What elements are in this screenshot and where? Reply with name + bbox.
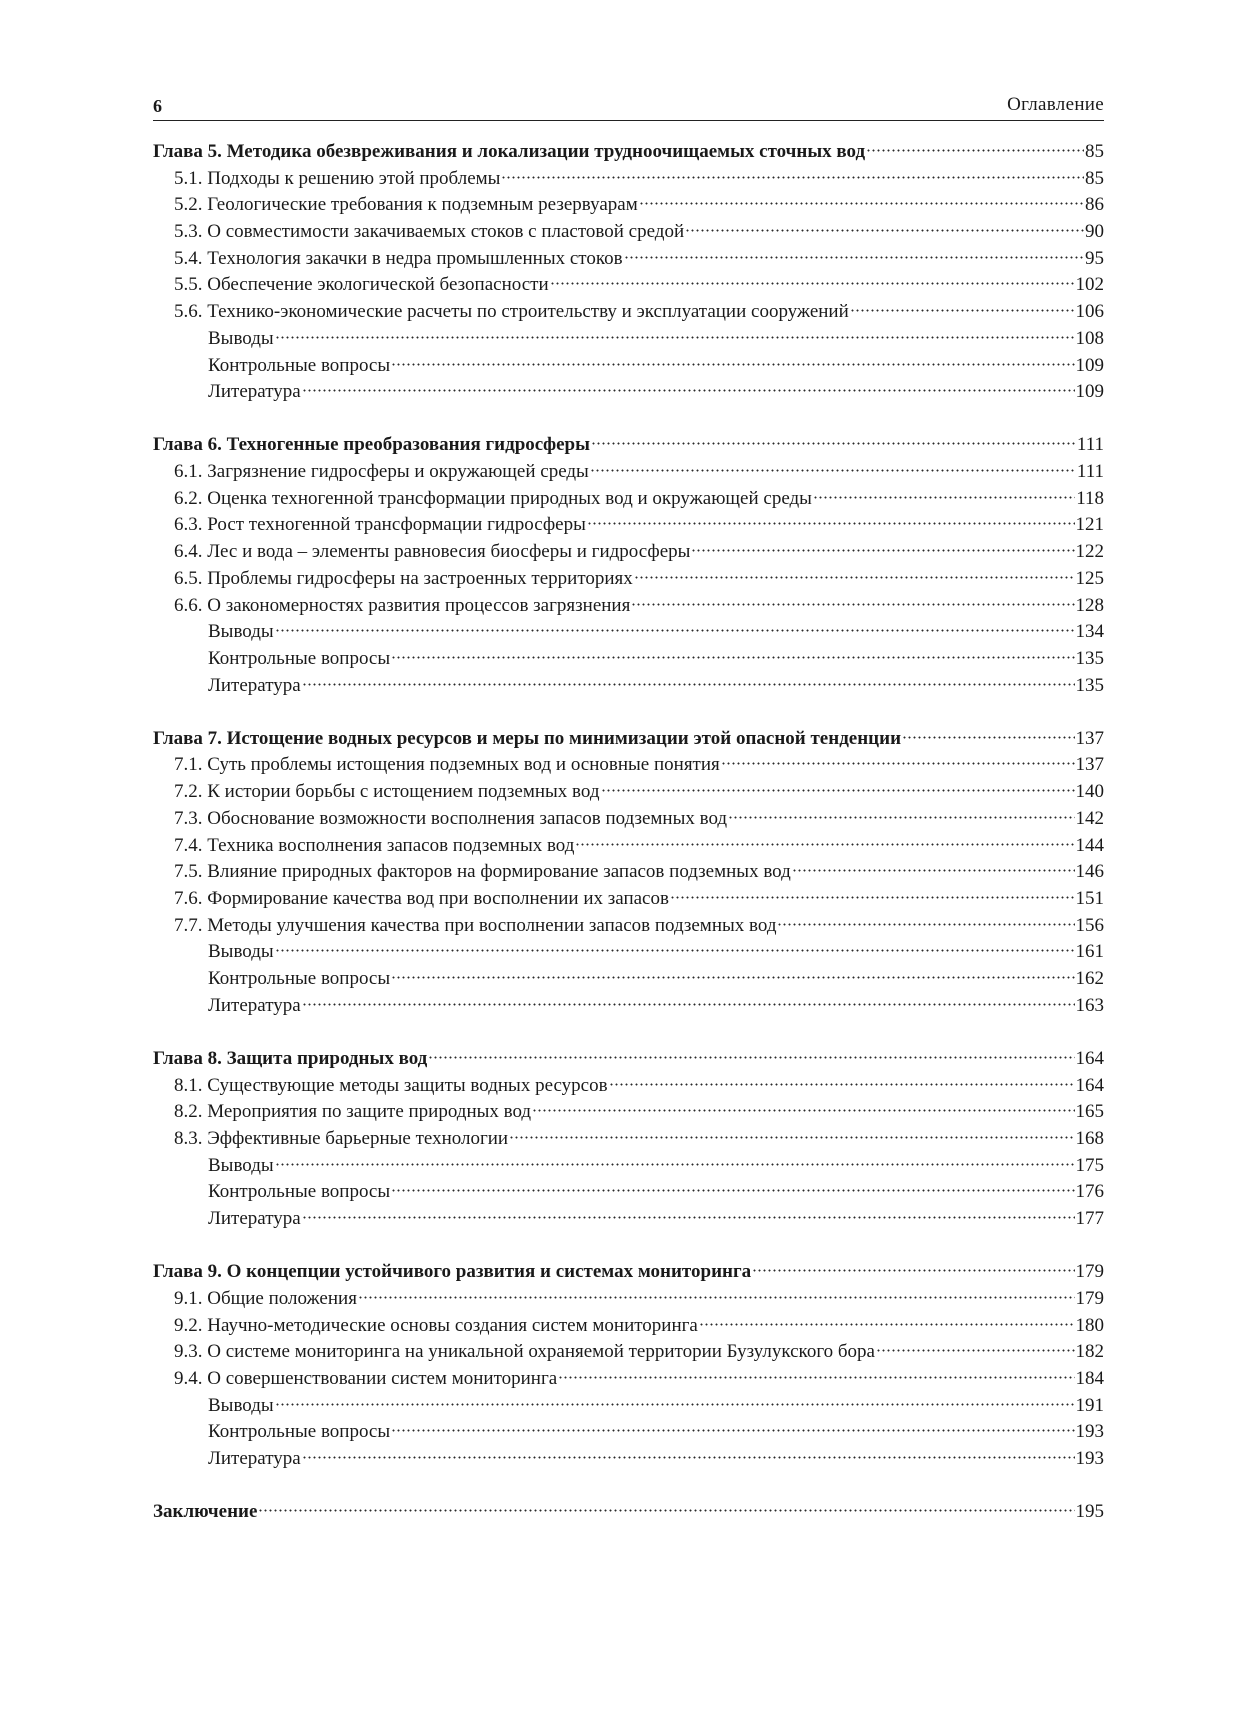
toc-entry-page: 164 (1075, 1074, 1104, 1096)
toc-chapter (153, 139, 1104, 406)
toc-section-entry[interactable] (153, 859, 1104, 886)
dot-leader (509, 1136, 1074, 1139)
toc-entry-page: 125 (1075, 567, 1104, 589)
toc-section-entry[interactable] (153, 1286, 1104, 1313)
toc-entry-page: 109 (1075, 381, 1104, 403)
toc-section-entry[interactable] (153, 272, 1104, 299)
toc-entry-title: 6.2. Оценка техногенной трансформации природных вод и окружающей среды (174, 487, 812, 509)
toc-section-entry[interactable] (153, 219, 1104, 246)
toc-section-entry[interactable] (153, 1126, 1104, 1153)
toc-entry-page: 162 (1075, 967, 1104, 989)
toc-entry-title: Контрольные вопросы (208, 1421, 391, 1443)
toc-conclusion-heading[interactable] (153, 1499, 1104, 1526)
toc-entry-page: 164 (1075, 1047, 1104, 1069)
toc-section-entry[interactable] (153, 486, 1104, 513)
toc-entry-page: 142 (1075, 807, 1104, 829)
toc-extra-entry[interactable] (153, 993, 1104, 1020)
toc-entry-title: 7.2. К истории борьбы с истощением подземных вод (174, 781, 600, 803)
toc-section-entry[interactable] (153, 779, 1104, 806)
dot-leader (685, 229, 1084, 232)
toc-entry-title: Литература (208, 381, 301, 403)
toc-entry-title: 6.3. Рост техногенной трансформации гидросферы (174, 514, 586, 536)
running-title: Оглавление (1007, 94, 1104, 115)
toc-section-entry[interactable] (153, 913, 1104, 940)
toc-section-entry[interactable] (153, 1313, 1104, 1340)
toc-entry-page: 191 (1075, 1394, 1104, 1416)
toc-entry-page: 111 (1076, 434, 1104, 456)
toc-extra-entry[interactable] (153, 1206, 1104, 1233)
toc-entry-page: 156 (1075, 914, 1104, 936)
toc-entry-page: 179 (1075, 1287, 1104, 1309)
toc-section-entry[interactable] (153, 566, 1104, 593)
dot-leader (587, 522, 1075, 525)
toc-entry-page: 106 (1075, 301, 1104, 323)
toc-section-entry[interactable] (153, 1073, 1104, 1100)
toc-section-entry[interactable] (153, 539, 1104, 566)
toc-extra-entry[interactable] (153, 353, 1104, 380)
toc-chapter-heading[interactable] (153, 1046, 1104, 1073)
toc-entry-page: 102 (1075, 274, 1104, 296)
toc-section-entry[interactable] (153, 1099, 1104, 1126)
toc-entry-page: 111 (1076, 461, 1104, 483)
toc-entry-page: 137 (1075, 754, 1104, 776)
toc-extra-entry[interactable] (153, 1153, 1104, 1180)
toc-entry-page: 122 (1075, 541, 1104, 563)
toc-entry-page: 95 (1085, 247, 1104, 269)
toc-entry-page: 182 (1075, 1341, 1104, 1363)
dot-leader (501, 176, 1084, 179)
toc-entry-title: Заключение (153, 1501, 258, 1523)
toc-entry-page: 179 (1075, 1261, 1104, 1283)
toc-entry-title: Выводы (208, 621, 274, 643)
toc-section-entry[interactable] (153, 1339, 1104, 1366)
toc-entry-title: 6.4. Лес и вода – элементы равновесия биосферы и гидросферы (174, 541, 691, 563)
toc-section-entry[interactable] (153, 459, 1104, 486)
toc-entry-title: 7.7. Методы улучшения качества при восполнении запасов подземных вод (174, 914, 777, 936)
toc-entry-page: 134 (1075, 621, 1104, 643)
dot-leader (876, 1349, 1075, 1352)
toc-entry-title: 9.2. Научно-методические основы создания систем мониторинга (174, 1314, 698, 1336)
toc-entry-page: 121 (1075, 514, 1104, 536)
toc-entry-page: 176 (1075, 1181, 1104, 1203)
toc-extra-entry[interactable] (153, 1393, 1104, 1420)
toc-section-entry[interactable] (153, 833, 1104, 860)
toc-entry-title: 7.5. Влияние природных факторов на формирование запасов подземных вод (174, 861, 791, 883)
toc-entry-title: Выводы (208, 941, 274, 963)
toc-entry-title: 6.6. О закономерностях развития процессов загрязнения (174, 594, 631, 616)
toc-entry-page: 109 (1075, 354, 1104, 376)
toc-extra-entry[interactable] (153, 939, 1104, 966)
dot-leader (590, 469, 1076, 472)
toc-entry-page: 85 (1085, 167, 1104, 189)
dot-leader (302, 1216, 1075, 1219)
toc-entry-page: 177 (1075, 1207, 1104, 1229)
toc-entry-title: Выводы (208, 1394, 274, 1416)
toc-entry-page: 168 (1075, 1127, 1104, 1149)
toc-chapter-heading[interactable] (153, 726, 1104, 753)
toc-chapter (153, 1046, 1104, 1233)
dot-leader (902, 736, 1074, 739)
toc-section-entry[interactable] (153, 886, 1104, 913)
toc-entry-title: 5.5. Обеспечение экологической безопасности (174, 274, 549, 296)
toc-section-entry[interactable] (153, 806, 1104, 833)
toc-conclusion (153, 1499, 1104, 1526)
toc-extra-entry[interactable] (153, 379, 1104, 406)
dot-leader (691, 549, 1074, 552)
toc-entry-title: Контрольные вопросы (208, 354, 391, 376)
toc-entry-title: Глава 7. Истощение водных ресурсов и меры по минимизации этой опасной тенденции (153, 727, 902, 749)
dot-leader (391, 656, 1074, 659)
toc-entry-title: Глава 9. О концепции устойчивого развития и системах мониторинга (153, 1261, 752, 1283)
toc-entry-title: 8.3. Эффективные барьерные технологии (174, 1127, 509, 1149)
dot-leader (777, 923, 1074, 926)
table-of-contents (153, 139, 1104, 1552)
dot-leader (391, 1189, 1074, 1192)
toc-section-entry[interactable] (153, 192, 1104, 219)
toc-entry-title: 9.4. О совершенствовании систем мониторинга (174, 1367, 558, 1389)
toc-entry-title: 6.5. Проблемы гидросферы на застроенных территориях (174, 567, 633, 589)
toc-entry-page: 137 (1075, 727, 1104, 749)
toc-entry-page: 195 (1075, 1501, 1104, 1523)
toc-entry-title: Литература (208, 1207, 301, 1229)
toc-entry-title: Литература (208, 674, 301, 696)
toc-entry-title: Выводы (208, 327, 274, 349)
dot-leader (258, 1509, 1074, 1512)
toc-section-entry[interactable] (153, 166, 1104, 193)
toc-chapter-heading[interactable] (153, 432, 1104, 459)
dot-leader (532, 1109, 1074, 1112)
toc-entry-title: 5.4. Технология закачки в недра промышленных стоков (174, 247, 623, 269)
dot-leader (275, 629, 1075, 632)
dot-leader (792, 869, 1075, 872)
toc-entry-page: 193 (1075, 1421, 1104, 1443)
dot-leader (639, 202, 1084, 205)
toc-extra-entry[interactable] (153, 673, 1104, 700)
toc-entry-title: Глава 6. Техногенные преобразования гидросферы (153, 434, 590, 456)
dot-leader (850, 309, 1075, 312)
dot-leader (752, 1269, 1074, 1272)
page-header (153, 90, 1104, 121)
toc-entry-title: 9.3. О системе мониторинга на уникальной охраняемой территории Бузулукского бора (174, 1341, 875, 1363)
toc-entry-title: Литература (208, 994, 301, 1016)
dot-leader (670, 896, 1075, 899)
toc-entry-title: 8.2. Мероприятия по защите природных вод (174, 1101, 532, 1123)
toc-extra-entry[interactable] (153, 1179, 1104, 1206)
toc-entry-title: Литература (208, 1447, 301, 1469)
toc-chapter (153, 1259, 1104, 1473)
dot-leader (728, 816, 1074, 819)
toc-entry-title: 6.1. Загрязнение гидросферы и окружающей среды (174, 461, 589, 483)
toc-entry-page: 135 (1075, 647, 1104, 669)
dot-leader (634, 576, 1075, 579)
toc-section-entry[interactable] (153, 512, 1104, 539)
dot-leader (428, 1056, 1074, 1059)
toc-entry-page: 128 (1075, 594, 1104, 616)
toc-section-entry[interactable] (153, 752, 1104, 779)
dot-leader (275, 949, 1075, 952)
toc-extra-entry[interactable] (153, 966, 1104, 993)
toc-entry-title: Глава 8. Защита природных вод (153, 1047, 428, 1069)
toc-entry-title: 5.6. Технико-экономические расчеты по строительству и эксплуатации сооружений (174, 301, 849, 323)
dot-leader (358, 1296, 1075, 1299)
toc-entry-title: Контрольные вопросы (208, 1181, 391, 1203)
toc-entry-page: 193 (1075, 1447, 1104, 1469)
toc-entry-page: 161 (1075, 941, 1104, 963)
toc-chapter (153, 432, 1104, 699)
toc-entry-page: 108 (1075, 327, 1104, 349)
dot-leader (275, 1403, 1075, 1406)
toc-entry-title: 5.3. О совместимости закачиваемых стоков с пластовой средой (174, 221, 685, 243)
dot-leader (275, 1163, 1075, 1166)
toc-chapter-heading[interactable] (153, 139, 1104, 166)
toc-section-entry[interactable] (153, 1366, 1104, 1393)
toc-entry-page: 144 (1075, 834, 1104, 856)
toc-entry-page: 85 (1085, 141, 1104, 162)
toc-extra-entry[interactable] (153, 1419, 1104, 1446)
toc-chapter-heading[interactable] (153, 1259, 1104, 1286)
toc-entry-page: 163 (1075, 994, 1104, 1016)
page-number: 6 (153, 96, 162, 116)
toc-entry-title: 5.1. Подходы к решению этой проблемы (174, 167, 501, 189)
toc-entry-title: Выводы (208, 1154, 274, 1176)
dot-leader (558, 1376, 1074, 1379)
toc-entry-page: 86 (1085, 194, 1104, 216)
toc-extra-entry[interactable] (153, 326, 1104, 353)
toc-entry-title: Глава 5. Методика обезвреживания и локализации трудноочищаемых сточных вод (153, 141, 866, 162)
dot-leader (391, 363, 1074, 366)
toc-entry-page: 135 (1075, 674, 1104, 696)
toc-entry-page: 140 (1075, 781, 1104, 803)
toc-entry-page: 175 (1075, 1154, 1104, 1176)
toc-entry-page: 90 (1085, 221, 1104, 243)
toc-entry-title: 9.1. Общие положения (174, 1287, 357, 1309)
dot-leader (631, 603, 1074, 606)
dot-leader (813, 496, 1075, 499)
toc-chapter (153, 726, 1104, 1020)
toc-entry-page: 146 (1075, 861, 1104, 883)
dot-leader (624, 256, 1084, 259)
toc-entry-title: Контрольные вопросы (208, 647, 391, 669)
dot-leader (550, 282, 1075, 285)
toc-entry-page: 118 (1076, 487, 1104, 509)
dot-leader (391, 1429, 1074, 1432)
dot-leader (601, 789, 1075, 792)
dot-leader (721, 762, 1075, 765)
toc-entry-page: 151 (1075, 887, 1104, 909)
toc-section-entry[interactable] (153, 299, 1104, 326)
dot-leader (302, 683, 1075, 686)
toc-extra-entry[interactable] (153, 646, 1104, 673)
toc-entry-title: 5.2. Геологические требования к подземным резервуарам (174, 194, 638, 216)
toc-entry-page: 180 (1075, 1314, 1104, 1336)
toc-entry-page: 184 (1075, 1367, 1104, 1389)
toc-entry-title: 7.6. Формирование качества вод при восполнении их запасов (174, 887, 669, 909)
toc-entry-title: 7.3. Обоснование возможности восполнения запасов подземных вод (174, 807, 728, 829)
toc-entry-title: Контрольные вопросы (208, 967, 391, 989)
dot-leader (591, 442, 1076, 445)
dot-leader (699, 1323, 1075, 1326)
dot-leader (302, 1003, 1075, 1006)
dot-leader (275, 336, 1075, 339)
dot-leader (575, 843, 1074, 846)
toc-entry-title: 8.1. Существующие методы защиты водных ресурсов (174, 1074, 608, 1096)
toc-section-entry[interactable] (153, 593, 1104, 620)
dot-leader (302, 389, 1075, 392)
toc-entry-title: 7.1. Суть проблемы истощения подземных вод и основные понятия (174, 754, 720, 776)
toc-entry-page: 165 (1075, 1101, 1104, 1123)
dot-leader (391, 976, 1074, 979)
toc-extra-entry[interactable] (153, 1446, 1104, 1473)
toc-entry-title: 7.4. Техника восполнения запасов подземных вод (174, 834, 575, 856)
dot-leader (866, 149, 1084, 152)
dot-leader (302, 1456, 1075, 1459)
toc-section-entry[interactable] (153, 246, 1104, 273)
dot-leader (609, 1083, 1075, 1086)
toc-extra-entry[interactable] (153, 619, 1104, 646)
